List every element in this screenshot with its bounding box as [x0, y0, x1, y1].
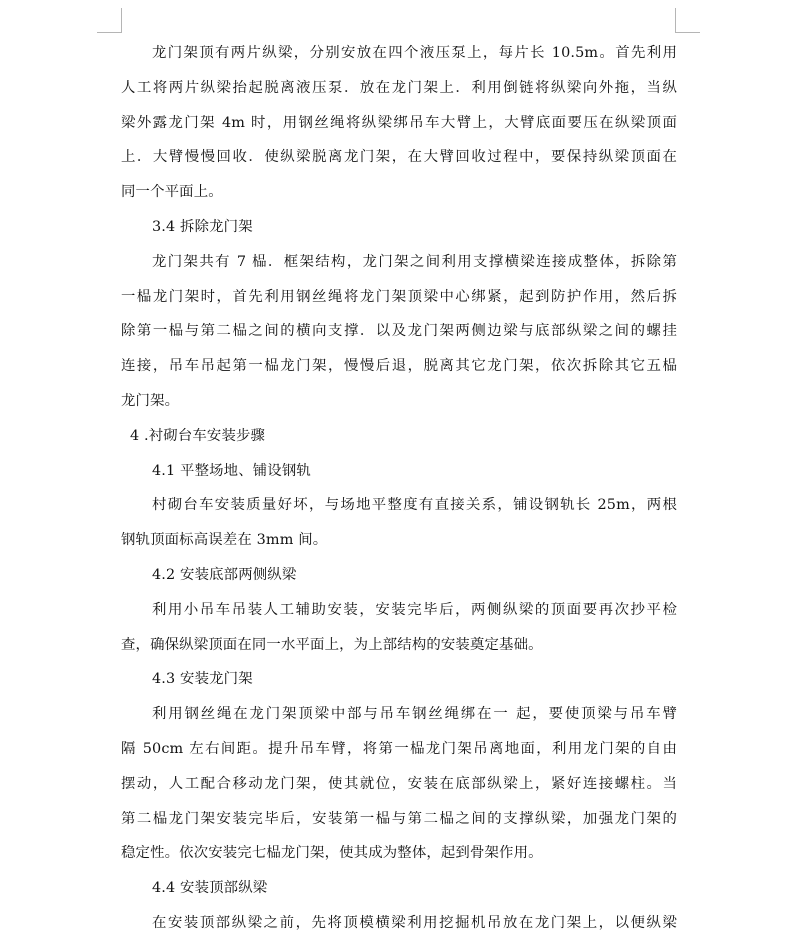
crop-mark-top-left [97, 8, 122, 33]
text-line: 人工将两片纵梁抬起脱离液压泵．放在龙门架上．利用倒链将纵梁向外拖，当纵 [121, 79, 677, 96]
section-heading: 4.1 平整场地、铺设钢轨 [152, 462, 311, 479]
text-line: 上．大臂慢慢回收．使纵梁脱离龙门架，在大臂回收过程中，要保持纵梁顶面在 [121, 149, 677, 166]
section-heading: 4.3 安装龙门架 [152, 671, 253, 688]
section-heading: 4.2 安装底部两侧纵梁 [152, 566, 297, 583]
text-line: 利用小吊车吊装人工辅助安装，安装完毕后，两侧纵梁的顶面要再次抄平检 [152, 601, 677, 618]
text-line: 隔 50cm 左右间距。提升吊车臂，将第一榀龙门架吊离地面，利用龙门架的自由 [121, 740, 677, 757]
text-line: 龙门架。 [121, 392, 180, 409]
text-line: 龙门架共有 7 榀．框架结构，龙门架之间利用支撑横梁连接成整体，拆除第 [152, 253, 677, 270]
text-line: 稳定性。依次安装完七榀龙门架，使其成为整体，起到骨架作用。 [121, 845, 543, 862]
section-heading: 3.4 拆除龙门架 [152, 218, 253, 235]
crop-mark-top-right [675, 8, 700, 33]
text-line: 龙门架顶有两片纵梁，分别安放在四个液压泵上，每片长 10.5m。首先利用 [152, 45, 677, 61]
chapter-heading: 4 .衬砌台车安装步骤 [130, 427, 266, 444]
text-line: 除第一榀与第二榀之间的横向支撑．以及龙门架两侧边梁与底部纵梁之间的螺挂 [121, 323, 677, 340]
text-line: 同一个平面上。 [121, 184, 223, 201]
document-body [121, 36, 677, 941]
text-line: 查，确保纵梁顶面在同一水平面上，为上部结构的安装奠定基础。 [121, 636, 543, 653]
text-line: 钢轨顶面标高误差在 3mm 间。 [121, 532, 328, 549]
text-line: 一榀龙门架时，首先利用钢丝绳将龙门架顶梁中心绑紧，起到防护作用，然后拆 [121, 288, 677, 305]
text-line: 村砌台车安装质量好坏，与场地平整度有直接关系，铺设钢轨长 25m，两根 [152, 497, 677, 514]
text-line: 连接，吊车吊起第一榀龙门架，慢慢后退，脱离其它龙门架，依次拆除其它五榀 [121, 358, 677, 375]
text-line: 利用钢丝绳在龙门架顶梁中部与吊车钢丝绳绑在一 起，要使顶梁与吊车臂 [152, 706, 677, 723]
text-line: 摆动，人工配合移动龙门架，使其就位，安装在底部纵梁上，紧好连接螺柱。当 [121, 775, 677, 792]
text-line: 第二榀龙门架安装完毕后，安装第一榀与第二榀之间的支撑纵梁，加强龙门架的 [121, 810, 677, 827]
text-line: 梁外露龙门架 4m 时，用钢丝绳将纵梁绑吊车大臂上，大臂底面要压在纵梁顶面 [121, 114, 677, 131]
text-line: 在安装顶部纵梁之前，先将顶模横梁利用挖掘机吊放在龙门架上，以便纵梁 [152, 914, 677, 931]
section-heading: 4.4 安装顶部纵梁 [152, 880, 268, 897]
